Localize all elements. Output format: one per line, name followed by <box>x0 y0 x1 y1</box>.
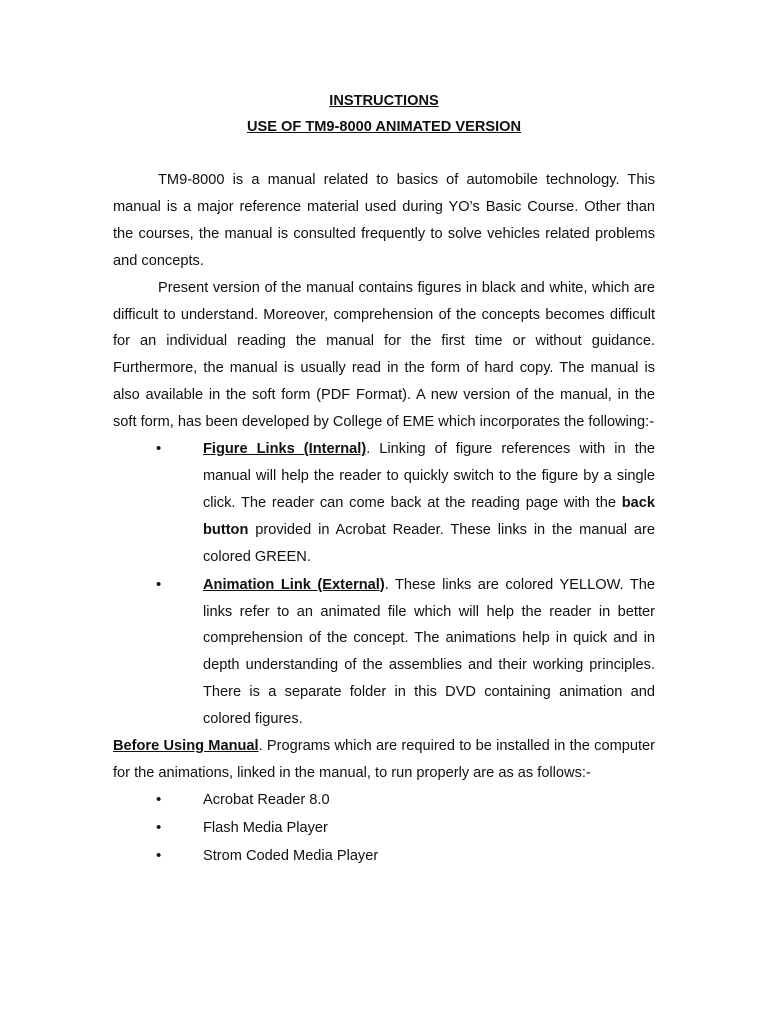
document-title: INSTRUCTIONS <box>329 93 439 109</box>
animation-link-text: . These links are colored YELLOW. The links refer to an animated file which will help the reader in better comprehension of the concept. The animations help in quick and in depth understanding of the assemblies and their working principles. There is a separate folder in this DVD containing animation and colored figures. <box>203 576 656 728</box>
program-name: Strom Coded Media Player <box>203 847 379 864</box>
animation-link-term: Animation Link (External) <box>203 576 385 593</box>
program-name: Flash Media Player <box>203 819 328 836</box>
list-item-program <box>113 843 655 870</box>
list-item-animation-link <box>113 572 655 733</box>
figure-links-text: . Linking of figure references with in the manual will help the reader to quickly switch to the figure by a single click. The reader can come back at the reading page with the <box>203 441 655 511</box>
bullet-icon: • <box>156 818 162 836</box>
program-list <box>113 787 655 870</box>
figure-links-term: Figure Links (Internal) <box>203 441 367 458</box>
list-item-program <box>113 787 655 814</box>
before-using-paragraph <box>113 733 655 787</box>
figure-links-text-end: provided in Acrobat Reader. These links in the manual are colored GREEN. <box>203 521 655 565</box>
intro-paragraph: TM9-8000 is a manual related to basics of automobile technology. This manual is a major reference material used during YO’s Basic Course. Other than the courses, the manual is consulted frequently to solve vehicles related problems and concepts. <box>113 172 655 269</box>
bullet-icon: • <box>156 790 162 808</box>
list-item-program <box>113 815 655 842</box>
before-using-term: Before Using Manual <box>113 738 259 755</box>
bullet-icon: • <box>156 440 162 458</box>
before-using-text: . Programs which are required to be installed in the computer for the animations, linked in the manual, to run properly are as as follows:- <box>113 738 655 781</box>
present-version-paragraph: Present version of the manual contains figures in black and white, which are difficult to understand. Moreover, comprehension of the concepts becomes difficult for an individual reading the manual for the first time or without guidance. Furthermore, the manual is usually read in the form of hard copy. The manual is also available in the soft form (PDF Format). A new version of the manual, in the soft form, has been developed by College of EME which incorporates the following:- <box>113 279 655 431</box>
back-button-term: back button <box>203 494 655 538</box>
list-item-figure-links <box>113 436 655 571</box>
program-name: Acrobat Reader 8.0 <box>203 791 330 808</box>
feature-list <box>113 436 655 733</box>
bullet-icon: • <box>156 575 162 593</box>
bullet-icon: • <box>156 846 162 864</box>
document-page <box>113 88 655 870</box>
document-subtitle: USE OF TM9-8000 ANIMATED VERSION <box>246 119 522 135</box>
